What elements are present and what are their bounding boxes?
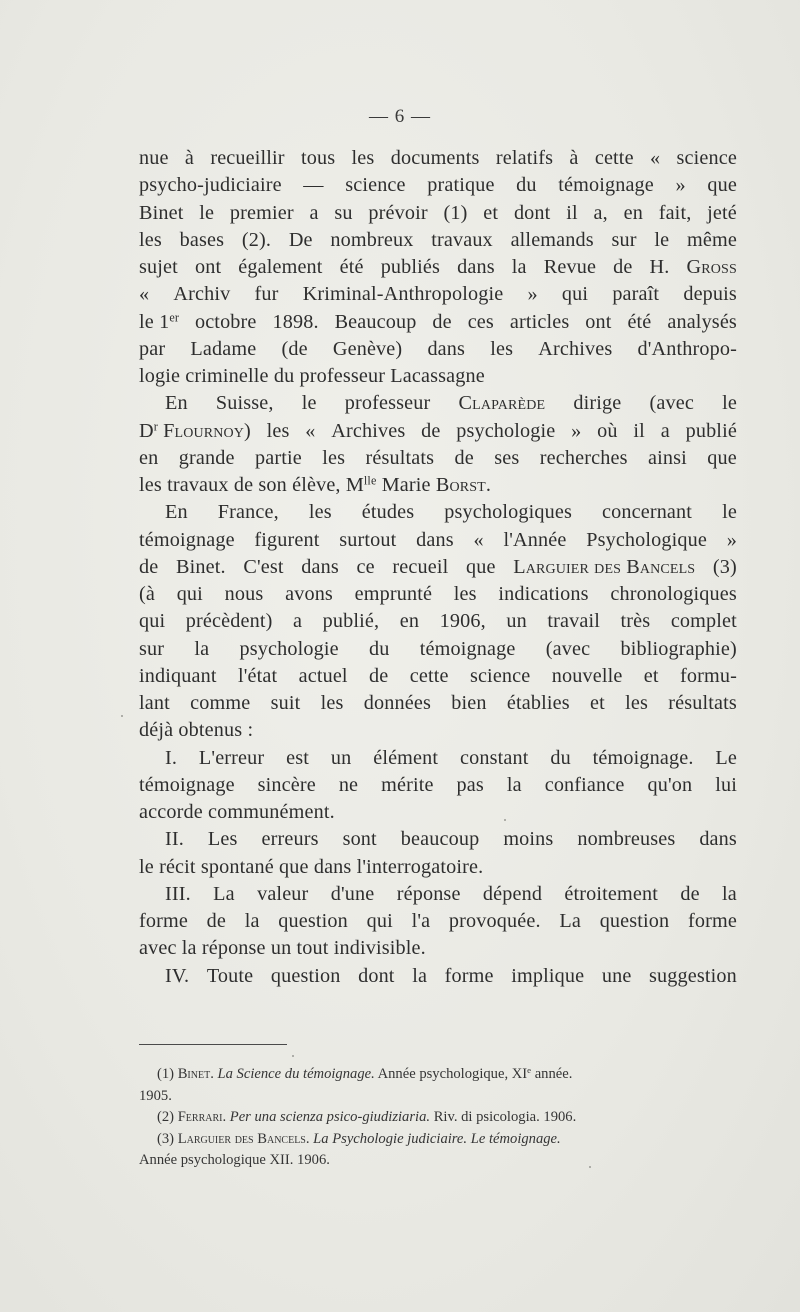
word: les — [308, 501, 332, 524]
word: psychologie — [239, 637, 339, 660]
word: très — [620, 610, 651, 633]
word: du — [369, 637, 390, 660]
text-line — [139, 390, 737, 417]
text-line — [139, 908, 737, 935]
word: indiquant — [139, 664, 217, 687]
word: « — [473, 528, 484, 551]
word: Le — [715, 746, 737, 769]
word: provoquée. — [448, 910, 541, 932]
word: paraît — [612, 283, 660, 306]
word: implique — [511, 964, 585, 987]
word: étroitement — [564, 882, 658, 905]
word: l'a — [411, 910, 431, 932]
word: résultats — [365, 446, 435, 469]
word: octobre — [194, 310, 257, 333]
footnote-3: (3) Larguier des Bancels. La Psychologie judiciaire. Le témoignage. — [157, 1130, 561, 1147]
word: a — [309, 201, 319, 224]
word: et — [643, 664, 659, 687]
word: publié, — [322, 610, 380, 633]
word: » — [675, 174, 686, 197]
text-line — [139, 309, 737, 336]
word: surtout — [339, 528, 397, 551]
author-name: Larguier des Bancels — [513, 555, 696, 578]
footnote-1: (1) Binet. La Science du témoignage. Année psychologique, XIe année. — [157, 1065, 573, 1082]
text-line — [139, 772, 737, 799]
footnote-1-continued: 1905. — [139, 1087, 172, 1104]
word: a — [660, 419, 670, 442]
word: nue — [139, 147, 169, 169]
word: Kriminal-Anthropologie — [302, 283, 504, 306]
word: en — [623, 201, 643, 224]
word: Beaucoup — [334, 310, 417, 333]
text-line — [139, 663, 737, 690]
word: science — [469, 664, 531, 687]
paper-speck — [504, 819, 506, 821]
word: il — [633, 419, 645, 442]
word: En — [165, 501, 188, 524]
word: question — [270, 964, 341, 987]
author-name: Gross — [686, 256, 737, 278]
word: est — [286, 746, 310, 769]
word: cette — [594, 147, 634, 169]
word: le — [654, 228, 670, 251]
word: question — [599, 910, 670, 932]
page-number: — 6 — — [369, 106, 431, 127]
word: dans — [699, 828, 737, 851]
text-line — [139, 254, 737, 281]
text-line: les travaux de son élève, $M^{lle}$ Marie Borst. — [139, 473, 492, 496]
footnotes — [139, 1064, 737, 1172]
word: dans — [416, 528, 454, 551]
word: de — [454, 446, 474, 469]
word: analysés — [667, 310, 737, 333]
word: à — [184, 147, 195, 169]
footnote-rule — [139, 1044, 287, 1045]
word: en — [399, 610, 420, 633]
word: témoignage — [419, 637, 516, 660]
word: grande — [178, 446, 235, 469]
word: de — [432, 310, 452, 333]
word: a, — [593, 201, 608, 224]
word: suit — [270, 692, 301, 714]
word: science — [345, 174, 406, 197]
word: que — [707, 174, 737, 197]
text-line: déjà obtenus : — [139, 719, 254, 742]
word: ainsi — [647, 446, 687, 469]
word: sur — [611, 228, 637, 251]
word: nous — [224, 583, 264, 605]
word: depuis — [683, 283, 737, 306]
word: bibliographie) — [620, 637, 737, 660]
word: moins — [503, 828, 554, 851]
word: précèdent) — [185, 610, 273, 633]
word: psychologiques — [444, 501, 572, 524]
word: forme — [444, 964, 494, 987]
word: dans — [301, 555, 339, 578]
word: Revue — [543, 256, 597, 278]
text-line — [139, 636, 737, 663]
text-line — [139, 608, 737, 635]
word: la — [722, 882, 737, 905]
word: constant — [460, 746, 529, 769]
word: allemands — [510, 228, 594, 251]
word: que — [465, 555, 496, 578]
word: de — [613, 256, 633, 278]
word: question — [278, 910, 348, 932]
word: pratique — [427, 174, 495, 197]
word: qui — [139, 610, 166, 633]
word: lant — [139, 692, 170, 714]
word: psychologie — [456, 419, 556, 442]
word: psycho-judiciaire — [139, 174, 282, 197]
word: cette — [409, 664, 449, 687]
word: et — [483, 201, 499, 224]
word: Toute — [206, 964, 254, 987]
word: un — [506, 610, 527, 633]
word: Archives — [538, 337, 613, 360]
word: la — [511, 256, 527, 278]
word: tous — [300, 147, 336, 169]
word: travail — [547, 610, 600, 633]
word: également — [238, 256, 323, 278]
word: De — [288, 228, 313, 251]
word: de — [139, 555, 159, 578]
word: suggestion — [649, 964, 737, 987]
word: valeur — [257, 882, 309, 905]
text-line: accorde communément. — [139, 801, 335, 823]
word: les — [351, 147, 375, 169]
word: IV. — [165, 964, 190, 987]
body-text — [139, 145, 737, 990]
word: (1) — [443, 201, 468, 224]
word: recueil — [392, 555, 449, 578]
text-line: logie criminelle du professeur Lacassagne — [139, 365, 485, 387]
word: les — [322, 446, 346, 469]
word: articles — [509, 310, 570, 333]
word: (avec — [545, 637, 591, 660]
word: ses — [494, 446, 520, 469]
word: (avec — [649, 392, 694, 415]
word: ont — [194, 256, 222, 278]
text-line — [139, 527, 737, 554]
text-line — [139, 745, 737, 772]
text-line — [139, 881, 737, 908]
word: » — [571, 419, 582, 442]
text-line — [139, 418, 737, 445]
word: ces — [467, 310, 494, 333]
word: sincère — [257, 773, 316, 796]
word: dans — [457, 256, 495, 278]
word: I. — [165, 746, 178, 769]
word: il — [566, 201, 578, 224]
word: la — [506, 773, 522, 796]
word: jeté — [707, 201, 737, 224]
paper-speck — [292, 1055, 294, 1057]
title-prefix: $D^r$ Flournoy) — [139, 418, 251, 442]
word: le — [722, 501, 737, 524]
word: confiance — [544, 773, 625, 796]
word: sujet — [139, 256, 178, 278]
word: même — [687, 228, 737, 251]
word: complet — [670, 610, 737, 633]
word: formu- — [680, 664, 737, 687]
word: recherches — [539, 446, 628, 469]
word: été — [627, 310, 652, 333]
text-line — [139, 227, 737, 254]
word: (2). — [241, 228, 272, 251]
word: nouvelle — [551, 664, 623, 687]
word: la — [244, 910, 260, 932]
word: Archives — [331, 419, 406, 442]
word: de — [206, 910, 227, 932]
word: les — [320, 692, 344, 714]
word: résultats — [668, 692, 737, 714]
word: témoignage. — [592, 746, 694, 769]
text-line — [139, 336, 737, 363]
word: » — [726, 528, 737, 551]
word: d'Anthropo- — [637, 337, 737, 360]
word: dont — [513, 201, 551, 224]
word: III. — [165, 882, 191, 905]
author-name: Claparède — [458, 392, 546, 415]
word: ne — [338, 773, 359, 796]
word: données — [363, 692, 431, 714]
word: et — [590, 692, 605, 714]
word: L'erreur — [198, 746, 265, 769]
word: publié — [685, 419, 737, 442]
text-line — [139, 445, 737, 472]
word: comme — [190, 692, 251, 714]
word: la — [412, 964, 428, 987]
word: d'une — [330, 882, 375, 905]
word: a — [293, 610, 303, 633]
word: science — [676, 147, 737, 169]
word: été — [339, 256, 364, 278]
word: dont — [358, 964, 395, 987]
word: premier — [229, 201, 294, 224]
word: partie — [254, 446, 302, 469]
word: « — [649, 147, 661, 169]
word: sur — [139, 637, 165, 660]
word: pas — [456, 773, 484, 796]
word: documents — [390, 147, 480, 169]
text-line: le récit spontané que dans l'interrogatoire. — [139, 855, 484, 878]
word: de — [680, 882, 700, 905]
text-line — [139, 200, 737, 227]
word: Les — [207, 828, 238, 851]
word: chronologiques — [610, 583, 737, 605]
word: par — [139, 337, 166, 360]
word: relatifs — [495, 147, 554, 169]
word: beaucoup — [400, 828, 480, 851]
word: Suisse, — [215, 392, 274, 415]
word: « — [305, 419, 316, 442]
text-line — [139, 281, 737, 308]
word: figurent — [254, 528, 320, 551]
word: Psychologique — [586, 528, 708, 551]
paper-speck — [121, 715, 123, 717]
word: les — [266, 419, 290, 442]
word: C'est — [243, 555, 284, 578]
word: » — [527, 283, 538, 306]
word: un — [330, 746, 352, 769]
word: avons — [285, 583, 333, 605]
text-line — [139, 581, 737, 608]
text-line: avec la réponse un tout indivisible. — [139, 937, 426, 960]
word: dirige — [573, 392, 622, 415]
text-line — [139, 172, 737, 199]
word: forme — [139, 910, 188, 932]
text-line — [139, 145, 737, 172]
word: nombreux — [330, 228, 414, 251]
word: 1898. — [272, 310, 319, 333]
word: Binet — [139, 201, 184, 224]
word: lui — [715, 773, 737, 796]
word: H. — [649, 256, 670, 278]
word: de — [369, 664, 389, 687]
word: études — [361, 501, 415, 524]
footnote-3-continued: Année psychologique XII. 1906. — [139, 1152, 330, 1168]
word: dans — [427, 337, 466, 360]
word: du — [550, 746, 571, 769]
word: bases — [179, 228, 225, 251]
word: le — [199, 201, 215, 224]
word: élément — [373, 746, 439, 769]
word: professeur — [344, 392, 431, 415]
word: Binet. — [176, 555, 226, 578]
word: Ladame — [190, 337, 257, 360]
word: établies — [506, 692, 570, 714]
word: en — [139, 446, 159, 469]
text-line — [139, 963, 737, 990]
word: II. — [165, 828, 184, 851]
word: les — [625, 692, 649, 714]
word: La — [559, 910, 581, 932]
word: actuel — [298, 664, 348, 687]
word: qui — [176, 583, 203, 605]
word: forme — [688, 910, 737, 932]
word: une — [601, 964, 632, 987]
word: ont — [585, 310, 612, 333]
paper-speck — [589, 1166, 591, 1168]
word: à — [569, 147, 579, 169]
word: prévoir — [368, 201, 428, 224]
word: les — [139, 228, 162, 251]
word: les — [490, 337, 514, 360]
word: travaux — [431, 228, 493, 251]
word: qui — [561, 283, 589, 306]
word: ce — [356, 555, 375, 578]
author-name: Borst. — [435, 474, 492, 496]
word: où — [597, 419, 618, 442]
word: bien — [451, 692, 487, 714]
word: que — [707, 446, 737, 469]
word: 1906, — [439, 610, 486, 633]
word: qui — [366, 910, 393, 932]
word: qu'on — [647, 773, 693, 796]
word: En — [165, 392, 188, 415]
word: de — [421, 419, 441, 442]
word: la — [194, 637, 210, 660]
word: — — [303, 174, 324, 197]
word: le — [722, 392, 737, 415]
word: les — [453, 583, 477, 605]
word: sont — [342, 828, 377, 851]
footnote-2: (2) Ferrari. Per una scienza psico-giudiziaria. Riv. di psicologia. 1906. — [157, 1109, 577, 1125]
text-line — [139, 499, 737, 526]
word: su — [334, 201, 353, 224]
word: publiés — [380, 256, 441, 278]
word: mérite — [381, 773, 434, 796]
word: Genève) — [332, 337, 403, 360]
word: réponse — [396, 882, 461, 905]
word: emprunté — [354, 583, 433, 605]
word: (à — [139, 583, 155, 605]
word: témoignage — [139, 528, 235, 551]
word: témoignage — [139, 773, 235, 796]
word: du — [516, 174, 537, 197]
word: erreurs — [261, 828, 319, 851]
date-prefix: le 1er — [139, 309, 180, 333]
word: nombreuses — [577, 828, 676, 851]
word: fait, — [658, 201, 692, 224]
word: France, — [217, 501, 279, 524]
word: dépend — [482, 882, 543, 905]
word: témoignage — [558, 174, 654, 197]
word: « — [139, 283, 150, 306]
word: indications — [498, 583, 589, 605]
word: concernant — [602, 501, 693, 524]
word: La — [213, 882, 235, 905]
text-line — [139, 690, 737, 717]
word: le — [301, 392, 317, 415]
word: l'Année — [503, 528, 567, 551]
word: recueillir — [210, 147, 285, 169]
text-line — [139, 826, 737, 853]
word: Archiv — [173, 283, 231, 306]
word: (de — [281, 337, 308, 360]
word: fur — [254, 283, 279, 306]
word: l'état — [237, 664, 278, 687]
text-line: de Binet. C'est dans ce recueil que Larguier des Bancels (3) — [139, 554, 737, 581]
